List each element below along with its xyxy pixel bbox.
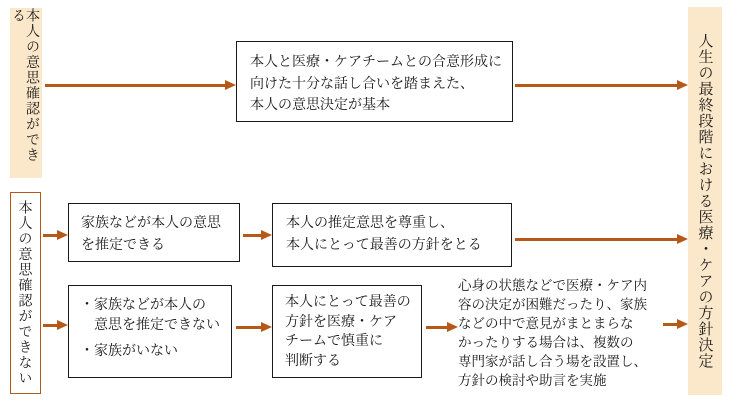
note-line: などの中で意見がまとまらな xyxy=(458,316,634,331)
arrow-respect-to-outcome xyxy=(515,238,677,241)
note-line: 専門家が話し合う場を設置し、 xyxy=(458,354,647,369)
arrow-expert-note-to-outcome xyxy=(663,323,677,326)
bullet-line: ・家族がいない xyxy=(80,342,178,358)
note-expert-consultation xyxy=(458,276,670,390)
arrow-estimate-to-respect xyxy=(243,234,261,237)
note-line: 容の決定が困難だったり、家族 xyxy=(458,297,647,312)
arrow-no-family-to-team xyxy=(236,326,261,329)
bullet-line: ・家族などが本人の xyxy=(80,296,206,312)
box-family-can-estimate xyxy=(68,203,240,262)
box-line: 判断する xyxy=(285,351,341,368)
box-care-team-judgement xyxy=(272,285,422,378)
box-line: 本人にとって最善の xyxy=(285,293,411,309)
box-line: 本人にとって最善の方針をとる xyxy=(286,236,482,252)
note-line: かったりする場合は、複数の xyxy=(458,335,634,350)
box-line: 本人の推定意思を尊重し、 xyxy=(286,214,454,230)
box-line: を推定できる xyxy=(81,236,165,252)
arrow-cannot-confirm-to-no-family xyxy=(43,324,57,327)
condition-cannot-confirm-intent: 本人の意思確認ができない xyxy=(10,192,41,394)
note-line: 方針の検討や助言を実施 xyxy=(458,373,607,388)
note-line: 心身の状態などで医療・ケア内 xyxy=(458,278,647,293)
arrow-agreement-to-outcome xyxy=(515,84,677,87)
bullet-line-wrap: 意思を推定できない xyxy=(94,316,220,332)
outcome-care-policy-decision: 人生の最終段階における医療・ケアの方針決定 xyxy=(688,7,722,395)
box-line: 向けた十分な話し合いを踏まえた、 xyxy=(250,74,474,91)
box-line: 本人の意思決定が基本 xyxy=(250,96,390,112)
arrow-team-to-expert-note xyxy=(426,326,447,329)
box-line: 方針を医療・ケア xyxy=(285,312,397,329)
box-family-cannot-estimate xyxy=(68,285,232,378)
arrow-cannot-confirm-to-estimate xyxy=(43,234,57,237)
box-line: チームで慎重に xyxy=(285,332,383,348)
condition-can-confirm-intent: 本人の意思確認ができる xyxy=(10,8,42,178)
box-consensus-based-decision xyxy=(236,41,513,122)
arrow-can-confirm-to-agreement xyxy=(45,84,225,87)
box-respect-estimated-will xyxy=(272,203,512,267)
box-line: 家族などが本人の意思 xyxy=(81,214,221,230)
box-line: 本人と医療・ケアチームとの合意形成に xyxy=(250,53,502,69)
